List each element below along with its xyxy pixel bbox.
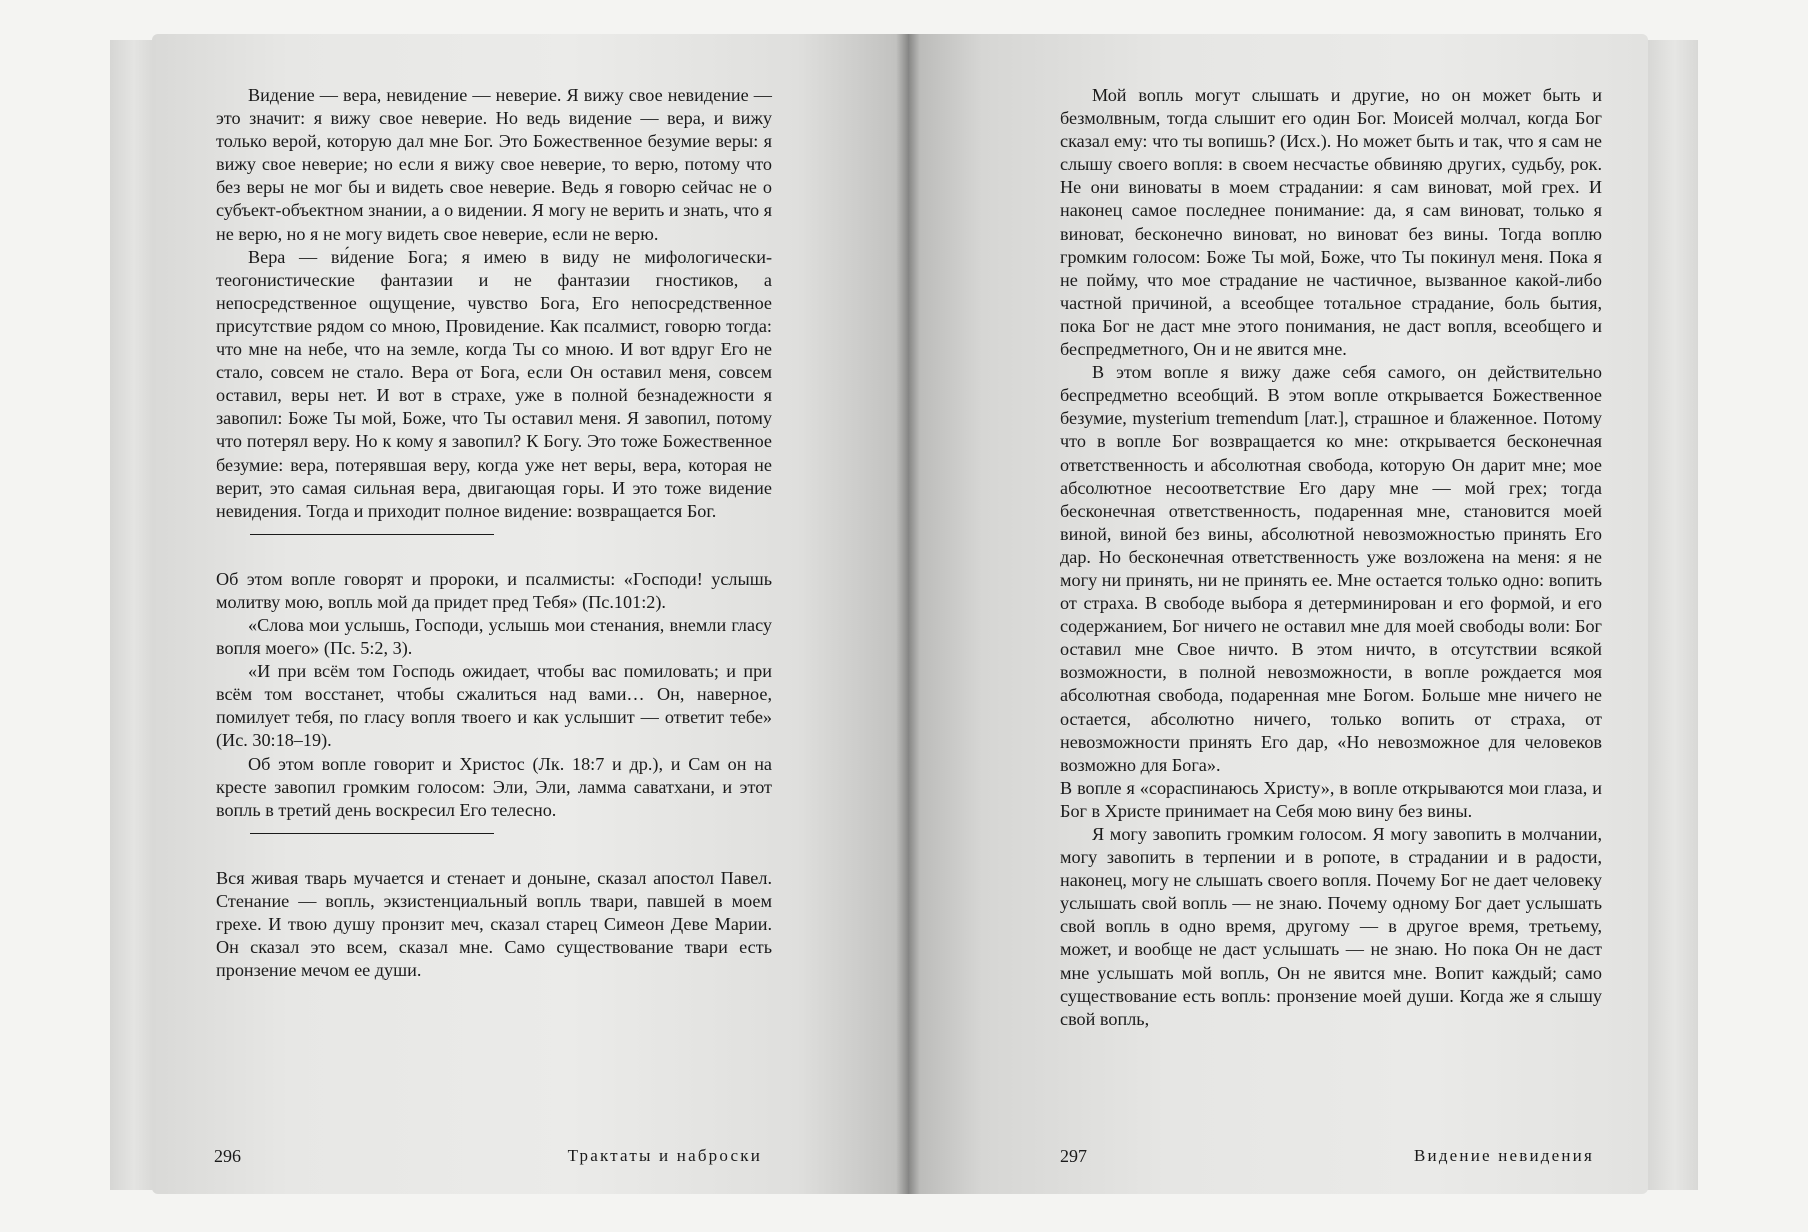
running-head: Видение невидения [1414, 1146, 1594, 1165]
left-page [152, 34, 912, 1194]
paragraph: Мой вопль могут слышать и другие, но он может быть и безмолвным, тогда слышит его один Бог. Моисей молчал, когда Бог сказал ему: что ты вопишь? (Исх.). Но может быть и так, что я сам не слышу своего вопля: в своем несчастье обвиняю других, судьбу, рок. Не они виноваты в моем страдании: я сам виноват, мой грех. И наконец самое последнее понимание: да, я сам виноват, только я виноват, бесконечно виноват, но виноват без вины. Тогда воплю громким голосом: Боже Ты мой, Боже, что Ты покинул меня. Пока я не пойму, что мое страдание не частичное, вызванное какой-либо частной причиной, а всеобщее тотальное страдание, боль бытия, пока Бог не даст мне этого понимания, не даст вопля, всеобщего и беспредметного, Он и не явится мне. [1060, 85, 1602, 360]
page-number: 297 [1060, 1146, 1087, 1166]
paragraph: Я могу завопить громким голосом. Я могу завопить в молчании, могу завопить в терпении и в ропоте, в страдании и в радости, наконец, могу не слышать своего вопля. Почему Бог не дает человеку услышать свой вопль — не знаю. Почему одному Бог дает услышать свой вопль в одно время, другому — в другое время, третьему, может, и вообще не даст услышать — не знаю. Но пока Он не даст мне услышать мой вопль, Он не явится мне. Вопит каждый; само существование есть вопль: пронзение моей души. Когда же я слышу свой вопль, [1060, 824, 1602, 1029]
paragraph: Об этом вопле говорят и пророки, и псалмисты: «Господи! услышь молитву мою, вопль мой да придет пред Тебя» (Пс.101:2). [216, 568, 772, 612]
paragraph: «Слова мои услышь, Господи, услышь мои стенания, внемли гласу вопля моего» (Пс. 5:2, 3). [216, 614, 772, 659]
running-head: Трактаты и наброски [567, 1146, 762, 1165]
section-divider [250, 534, 494, 535]
paragraph: Вся живая тварь мучается и стенает и доныне, сказал апостол Павел. Стенание — вопль, экзистенциальный вопль твари, павшей в моем грехе. И твою душу пронзит меч, сказал старец Симеон Деве Марии. Он сказал это всем, сказал мне. Само существование твари есть пронзение мечом ее души. [216, 867, 772, 981]
paragraph: Вера — ви́дение Бога; я имею в виду не мифологически-теогонистические фантазии и не фантазии гностиков, а непосредственное ощущение, чувство Бога, Его непосредственное присутствие рядом со мною, Провидение. Как псалмист, говорю тогда: что мне на небе, что на земле, когда Ты со мною. И вот вдруг Его не стало, совсем не стало. Вера от Бога, если Он оставил меня, совсем оставил, веры нет. И вот в страхе, уже в полной безнадежности я завопил: Боже Ты мой, Боже, что Ты оставил меня. Я завопил, потому что потерял веру. Но к кому я завопил? К Богу. Это тоже Божественное безумие: вера, потерявшая веру, когда уже нет веры, вера, которая не верит, это самая сильная вера, двигающая горы. И это тоже видение невидения. Тогда и приходит полное видение: возвращается Бог. [216, 246, 772, 521]
page-number: 296 [214, 1146, 241, 1166]
book-gutter-shadow [896, 34, 920, 1194]
paragraph: Видение — вера, невидение — неверие. Я вижу свое невидение — это значит: я вижу свое неверие. Но ведь видение — вера, и вижу только верой, которую дал мне Бог. Это Божественное безумие веры: я вижу свое неверие; но если я вижу свое неверие, то верю, потому что без веры не мог бы и видеть свое неверие. Ведь я говорю сейчас не о субъект-объектном знании, а о видении. Я могу не верить и знать, что я не верю, но я не могу видеть свое неверие, если не верю. [216, 85, 772, 244]
left-page-text [216, 84, 772, 982]
section-divider [250, 833, 494, 834]
paragraph: В вопле я «сораспинаюсь Христу», в вопле открываются мои глаза, и Бог в Христе принимает на Себя мою вину без вины. [1060, 777, 1602, 821]
right-page-text [1060, 84, 1602, 1031]
paragraph: В этом вопле я вижу даже себя самого, он действительно беспредметно всеобщий. В этом вопле открывается Божественное безумие, mysterium tremendum [лат.], страшное и блаженное. Потому что в вопле Бог возвращается ко мне: открывается бесконечная ответственность и абсолютная свобода, которую Он дарит мне; мое абсолютное несоответствие Его дару мне — мой грех; тогда бесконечная ответственность, подаренная мне, становится моей виной, виной без вины, абсолютной невозможностью принять Его дар. Но бесконечная ответственность уже возложена на меня: я не могу ни принять, ни не принять ее. Мне остается только одно: вопить от страха. В свободе выбора я детерминирован и его формой, и его содержанием, Бог ничего не оставил мне для моей свободы воли: Бог оставил мне Свое ничто. В этом ничто, в отсутствии всякой возможности, в полной невозможности, в вопле рождается моя абсолютная свобода, подаренная мне Богом. Больше мне ничего не остается, абсолютно ничего, только вопить от страха, от невозможности принять Его дар, «Но невозможное для человеков возможно для Бога». [1060, 362, 1602, 775]
right-page [908, 34, 1648, 1194]
paragraph: Об этом вопле говорит и Христос (Лк. 18:7 и др.), и Сам он на кресте завопил громким голосом: Эли, Эли, ламма саватхани, и этот вопль в третий день воскресил Его телесно. [216, 753, 772, 820]
paragraph: «И при всём том Господь ожидает, чтобы вас помиловать; и при всём том восстанет, чтобы сжалиться над вами… Он, наверное, помилует тебя, по гласу вопля твоего и как услышит — ответит тебе» (Ис. 30:18–19). [216, 661, 772, 751]
right-page-edges [1640, 40, 1698, 1190]
